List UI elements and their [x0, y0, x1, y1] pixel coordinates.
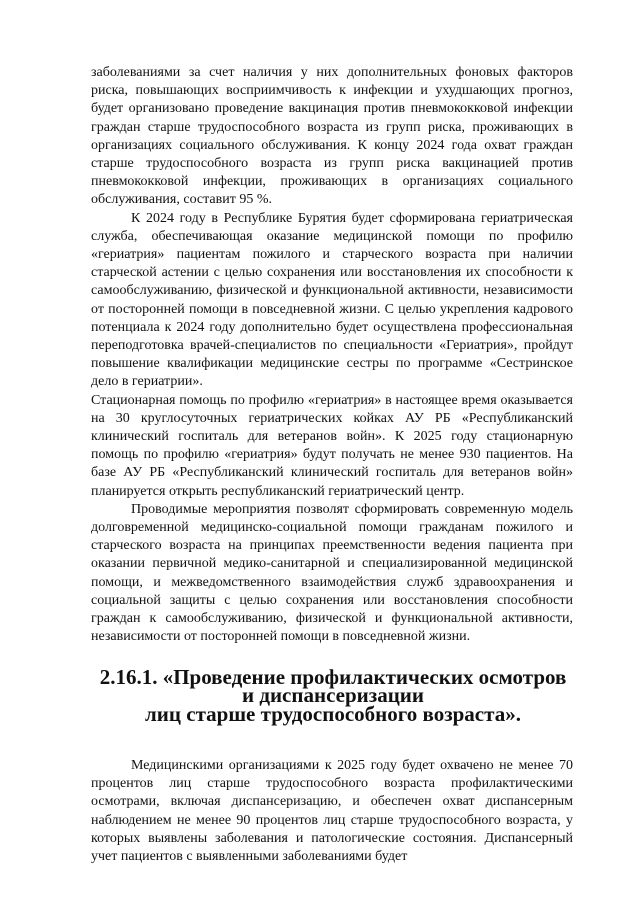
paragraph-vaccination: заболеваниями за счет наличия у них дополнительных фоновых факторов риска, повышающих восприимчивость к инфекции и ухудшающих прогноз, будет организовано проведение вакцинация против пневмококковой инфекции граждан старше трудоспособного возраста из групп риска, проживающих в организациях социального обслуживания. К концу 2024 года охват граждан старше трудоспособного возраста из групп риска вакцинацией против пневмококковой инфекции, проживающих в организациях социального обслуживания, составит 95 %. [91, 65, 573, 208]
section-heading [91, 664, 573, 726]
paragraph-geriatric-service: К 2024 году в Республике Бурятия будет сформирована гериатрическая служба, обеспечивающая оказание медицинской помощи по профилю «гериатрия» пациентам пожилого и старческого возраста при наличии старческой астении с целью сохранения или восстановления их способности к самообслуживанию, физической и функциональной активности, независимости от посторонней помощи в повседневной жизни. С целью укрепления кадрового потенциала к 2024 году дополнительно будет осуществлена профессиональная переподготовка врачей-специалистов по специальности «Гериатрия», пройдут повышение квалификации медицинские сестры по программе «Сестринское дело в гериатрии». [91, 210, 573, 390]
section-heading-line-2: лиц старше трудоспособного возраста». [145, 701, 521, 726]
paragraph-preventive-checkups: Медицинскими организациями к 2025 году будет охвачено не менее 70 процентов лиц старше трудоспособного возраста профилактическими осмотрами, включая диспансеризацию, и обеспечен охват диспансерным наблюдением не менее 90 процентов лиц старше трудоспособного возраста, у которых выявлены заболевания и патологические состояния. Диспансерный учет пациентов с выявленными заболеваниями будет [91, 758, 573, 865]
paragraph-inpatient-care: Стационарная помощь по профилю «гериатрия» в настоящее время оказывается на 30 круглосуточных гериатрических койках АУ РБ «Республиканский клинический госпиталь для ветеранов войн». К 2025 году стационарную помощь по профилю «гериатрия» будут получать не менее 930 пациентов. На базе АУ РБ «Республиканский клинический госпиталь для ветеранов войн» планируется открыть республиканский гериатрический центр. [91, 392, 573, 499]
document-page [91, 64, 573, 866]
paragraph-long-term-care: Проводимые мероприятия позволят сформировать современную модель долговременной медицинско-социальной помощи гражданам пожилого и старческого возраста на принципах преемственности ведения пациента при оказании первичной медико-санитарной и специализированной медицинской помощи, и межведомственного взаимодействия служб здравоохранения и социальной защиты с целью сохранения или восстановления способности граждан к самообслуживанию, физической и функциональной активности, независимости от посторонней помощи в повседневной жизни. [91, 501, 573, 645]
section-heading-line-1: 2.16.1. «Проведение профилактических осмотров и диспансеризации [99, 664, 567, 707]
